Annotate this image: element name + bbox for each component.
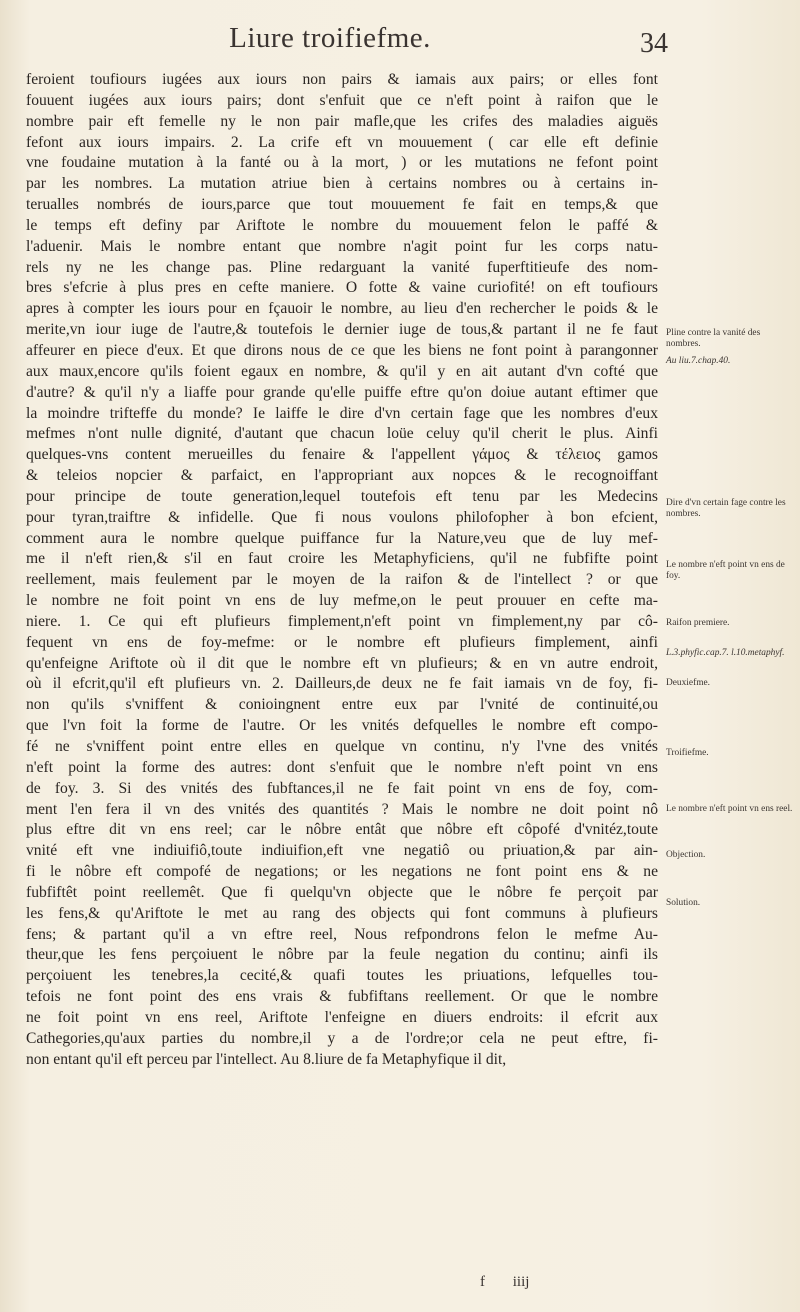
text-line: nombre pair eft femelle ny le non pair mafle,que les crifes des maladies aiguës bbox=[26, 112, 658, 130]
page-number: 34 bbox=[640, 28, 668, 59]
margin-note: Solution. bbox=[666, 898, 701, 908]
text-line: fens; & partant qu'il a vn eftre reel, Nous refpondrons felon le mefme Au- bbox=[26, 925, 658, 943]
body-text bbox=[26, 70, 658, 1071]
text-line: feroient toufiours iugées aux iours non pairs & iamais aux pairs; or elles font bbox=[26, 71, 658, 88]
signature-letter: f bbox=[480, 1274, 485, 1290]
text-line: fequent vn ens de foy-mefme: or le nombre eft plufieurs fimplement, ainfi bbox=[26, 633, 658, 651]
text-line: reellement, mais feulement par le moyen de la raifon & de l'intellect ? or que bbox=[26, 571, 658, 589]
margin-note: Deuxiefme. bbox=[666, 678, 710, 688]
text-line: ne foit point vn ens reel, Ariftote l'enfeigne en diuers endroits: il efcrit aux bbox=[26, 1008, 658, 1026]
text-line: que l'vn foit la forme de l'autre. Or les vnités defquelles le nombre eft compo- bbox=[26, 717, 658, 735]
margin-note: Pline contre la vanité des nombres. bbox=[666, 328, 761, 349]
text-line: le nombre ne foit point vn ens de luy mefme,on le peut prouuer en cefte ma- bbox=[26, 592, 658, 610]
signature-number: iiij bbox=[512, 1274, 530, 1290]
margin-note: L.3.phyfic.cap.7. l.10.metaphyf. bbox=[666, 648, 785, 658]
margin-note: Le nombre n'eft point vn ens de foy. bbox=[666, 560, 785, 581]
text-line: fefont aux iours impairs. 2. La crife eft vn mouuement ( car elle eft definie bbox=[26, 133, 658, 151]
text-line: qu'enfeigne Ariftote où il dit que le nombre eft vn plufieurs; & en vn autre endroit, bbox=[26, 654, 658, 672]
text-line: pour principe de toute generation,lequel toutefois eft tenu par les Medecins bbox=[26, 487, 658, 505]
margin-note: Troifiefme. bbox=[666, 748, 709, 758]
text-line: fubfiftêt point reellemêt. Que fi quelqu'vn objecte que le nôbre fe perçoit par bbox=[26, 883, 658, 901]
text-line: vnité eft vne indiuifiô,toute indiuifion,eft vne negatiô ou priuation,& par ain- bbox=[26, 842, 658, 860]
running-title: Liure troifiefme. bbox=[229, 22, 431, 54]
text-line: aux maux,encore qu'ils foient egaux en nombre, & qu'il y en ait autant d'vn cofté que bbox=[26, 362, 658, 380]
margin-note: Objection. bbox=[666, 850, 706, 860]
text-line: la moindre trifteffe du monde? Ie laiffe le dire d'vn certain fage que les nombres d'eux bbox=[26, 404, 658, 422]
text-line: d'autre? & qu'il n'y a liaffe pour grande qu'elle puiffe eftre qu'on doiue autant eftimer que bbox=[26, 383, 658, 401]
text-line: fé ne s'vniffent point entre elles en quelque vn continu, n'y l'vne des vnités bbox=[26, 738, 658, 755]
text-line: ment l'en fera il vn des vnités des quantités ? Mais le nombre ne doit point nô bbox=[26, 800, 658, 818]
text-line: l'aduenir. Mais le nombre entant que nombre n'agit point fur les corps natu- bbox=[26, 237, 658, 255]
text-line: apres à compter les iours pour en fçauoir le nombre, au lieu d'en rechercher le poids & le bbox=[26, 300, 658, 318]
text-line: fi le nôbre eft compofé de negations; or les negations ne font point ens & ne bbox=[26, 863, 658, 881]
text-line: bres s'efcrie à plus pres en cefte maniere. O fotte & vaine curiofité! on eft toufiours bbox=[26, 279, 658, 297]
text-line: de foy. 3. Si des vnités des fubftances,il ne fe fait point vn ens de foy, com- bbox=[26, 779, 658, 797]
margin-note: Au liu.7.chap.40. bbox=[666, 356, 731, 366]
text-line: les fens,& qu'Ariftote le met au rang des objects qui font communs à plufieurs bbox=[26, 904, 658, 922]
text-line: mefmes n'ont nulle dignité, d'autant que chacun loüe celuy qu'il cherit le plus. Ainfi bbox=[26, 425, 658, 443]
text-line: vne foudaine mutation à la fanté ou à la mort, ) or les mutations ne fefont point bbox=[26, 154, 658, 172]
text-line: merite,vn iour iuge de l'autre,& toutefois le dernier iuge de tous,& partant il ne fe faut bbox=[26, 321, 658, 339]
text-line: comment aura le nombre quelque puiffance fur la Nature,veu que de luy mef- bbox=[26, 529, 658, 547]
text-line: me il n'eft rien,& s'il en faut croire les Metaphyficiens, qu'il ne fubfifte point bbox=[26, 550, 658, 568]
text-line: rels ny ne les change pas. Pline redarguant la vanité fuperftitieufe des nom- bbox=[26, 258, 658, 276]
text-line: theur,que les fens perçoiuent le nôbre par la feule negation du continu; ainfi ils bbox=[26, 946, 658, 964]
margin-note: Le nombre n'eft point vn ens reel. bbox=[666, 804, 793, 814]
text-line: le temps eft definy par Ariftote le nombre du mouuement felon le paffé & bbox=[26, 216, 658, 234]
text-line: niere. 1. Ce qui eft plufieurs fimplement,n'eft point vn fimplement,ny par cô- bbox=[26, 612, 658, 630]
margin-note: Dire d'vn certain fage contre les nombres. bbox=[666, 498, 786, 519]
text-line: n'eft point la forme des autres: dont s'enfuit que le nombre n'eft point vn ens bbox=[26, 758, 658, 776]
signature-mark bbox=[480, 1274, 620, 1291]
text-line: par les nombres. La mutation atriue bien à certains nombres ou à certains in- bbox=[26, 175, 658, 193]
text-line: affeurer en piece d'eux. Et que dirons nous de ce que les biens ne font point à parangonner bbox=[26, 341, 658, 359]
text-line: & teleios nopcier & parfaict, en l'appropriant aux nopces & le recognoiffant bbox=[26, 467, 658, 485]
text-line: fouuent iugées aux iours pairs; dont s'enfuit que ce n'eft point à raifon que le bbox=[26, 91, 658, 109]
text-line: terualles nombrés de iours,parce que tout mouuement fe fait en temps,& que bbox=[26, 196, 658, 214]
text-line: quelques-vns content merueilles du fenaire & l'appellent γάμος & τέλειος gamos bbox=[26, 446, 658, 464]
text-line: plus eftre dit vn ens reel; car le nôbre entât que nôbre eft côpofé d'vnitéz,toute bbox=[26, 821, 658, 839]
text-line: pour tyran,traiftre & infidelle. Que fi nous voulons philofopher à bon efcient, bbox=[26, 508, 658, 526]
text-line: où il efcrit,qu'il eft plufieurs vn. 2. Dailleurs,de deux ne fe fait iamais vn de foy, fi- bbox=[26, 675, 658, 693]
text-line: Cathegories,qu'aux parties du nombre,il y a de l'ordre;or cela ne peut eftre, fi- bbox=[26, 1029, 658, 1047]
text-line: non entant qu'il eft perceu par l'intellect. Au 8.liure de fa Metaphyfique il dit, bbox=[26, 1050, 507, 1068]
text-line: tefois ne font point des ens vrais & fubfiftans reellement. Or que le nombre bbox=[26, 988, 658, 1006]
margin-note: Raifon premiere. bbox=[666, 618, 730, 628]
text-line: perçoiuent les tenebres,la cecité,& quafi toutes les priuations, lefquelles tou- bbox=[26, 967, 658, 985]
text-line: non qu'ils s'vniffent & conioingnent entre eux par l'vnité de continuité,ou bbox=[26, 696, 658, 714]
